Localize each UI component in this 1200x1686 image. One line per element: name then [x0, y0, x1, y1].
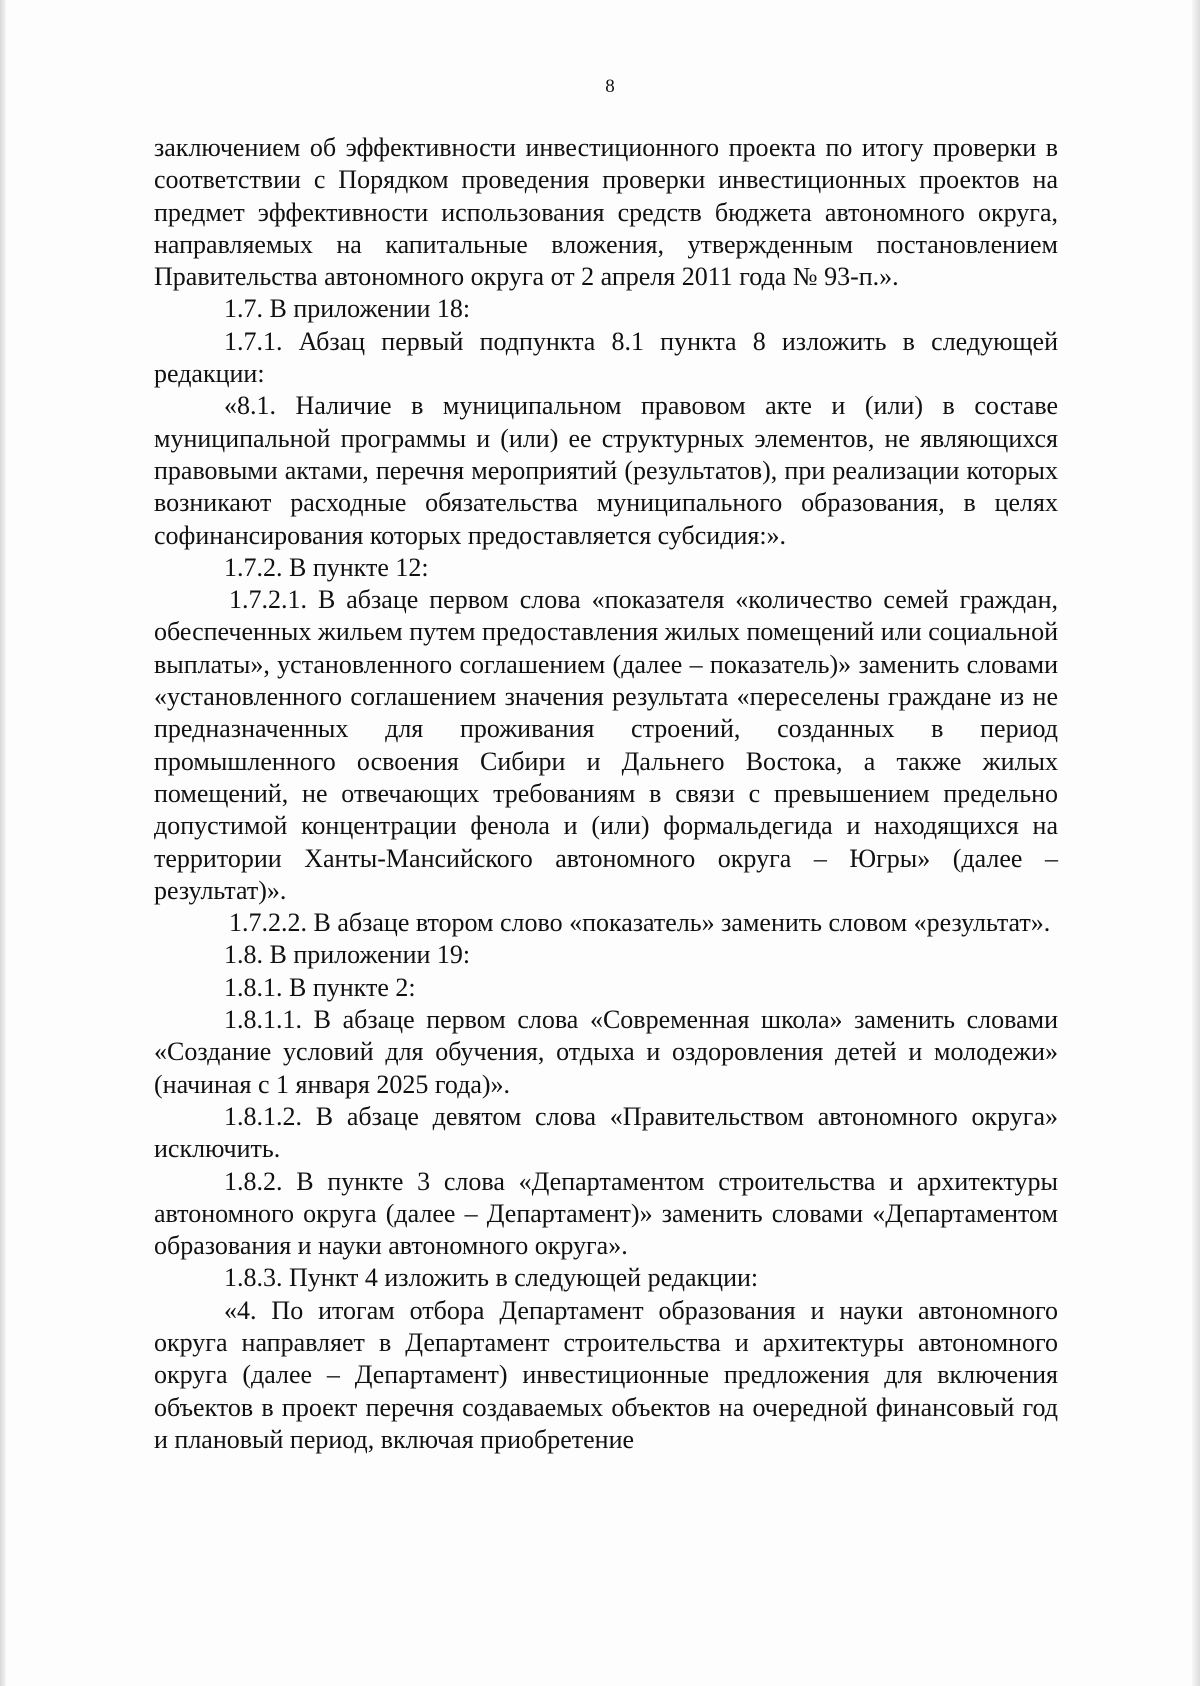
- paragraph-1-8: 1.8. В приложении 19:: [224, 940, 471, 970]
- paragraph-1-8-2: 1.8.2. В пункте 3 слова «Департаментом строительства и архитектуры автономного округа (далее – Департамент)» заменить словами «Департаментом образования и науки автономного округа».: [154, 1166, 1058, 1261]
- document-body: [154, 132, 1058, 1456]
- scan-edge-left: [0, 0, 6, 1686]
- paragraph-1-7-2: 1.7.2. В пункте 12:: [224, 552, 429, 582]
- paragraph-quote-4: «4. По итогам отбора Департамент образования и науки автономного округа направляет в Департамент строительства и архитектуры автономного округа (далее – Департамент) инвестиционные предложения для включения объектов в проект перечня создаваемых объектов на очередной финансовый год и плановый период, включая приобретение: [154, 1295, 1058, 1454]
- scan-edge-right: [1192, 0, 1200, 1686]
- paragraph-1-8-1-2: 1.8.1.2. В абзаце девятом слова «Правительством автономного округа» исключить.: [154, 1101, 1058, 1164]
- paragraph-continuation: заключением об эффективности инвестиционного проекта по итогу проверки в соответствии с Порядком проведения проверки инвестиционных проектов на предмет эффективности использования средств бюджета автономного округа, направляемых на капитальные вложения, утвержденным постановлением Правительства автономного округа от 2 апреля 2011 года № 93-п.».: [154, 133, 1058, 292]
- paragraph-quote-8-1: «8.1. Наличие в муниципальном правовом акте и (или) в составе муниципальной программы и (или) ее структурных элементов, не являющихся правовыми актами, перечня мероприятий (результатов), при реализации которых возникают расходные обязательства муниципального образования, в целях софинансирования которых предоставляется субсидия:».: [154, 391, 1058, 550]
- paragraph-1-8-3: 1.8.3. Пункт 4 изложить в следующей редакции:: [224, 1263, 759, 1293]
- paragraph-1-7-2-1: 1.7.2.1. В абзаце первом слова «показателя «количество семей граждан, обеспеченных жильем путем предоставления жилых помещений или социальной выплаты», установленного соглашением (далее – показатель)» заменить словами «установленного соглашением значения результата «переселены граждане из не предназначенных для проживания строений, созданных в период промышленного освоения Сибири и Дальнего Востока, а также жилых помещений, не отвечающих требованиям в связи с превышением предельно допустимой концентрации фенола и (или) формальдегида и находящихся на территории Ханты-Мансийского автономного округа – Югры» (далее – результат)».: [154, 585, 1058, 905]
- paragraph-1-8-1: 1.8.1. В пункте 2:: [224, 972, 416, 1002]
- paragraph-1-7: 1.7. В приложении 18:: [224, 294, 471, 324]
- paragraph-1-8-1-1: 1.8.1.1. В абзаце первом слова «Современная школа» заменить словами «Создание условий для обучения, отдыха и оздоровления детей и молодежи» (начиная с 1 января 2025 года)».: [154, 1005, 1058, 1099]
- paragraph-1-7-2-2: 1.7.2.2. В абзаце втором слово «показатель» заменить словом «результат».: [229, 908, 1051, 938]
- paragraph-1-7-1: 1.7.1. Абзац первый подпункта 8.1 пункта 8 изложить в следующей редакции:: [154, 326, 1058, 389]
- page-number: 8: [605, 76, 615, 97]
